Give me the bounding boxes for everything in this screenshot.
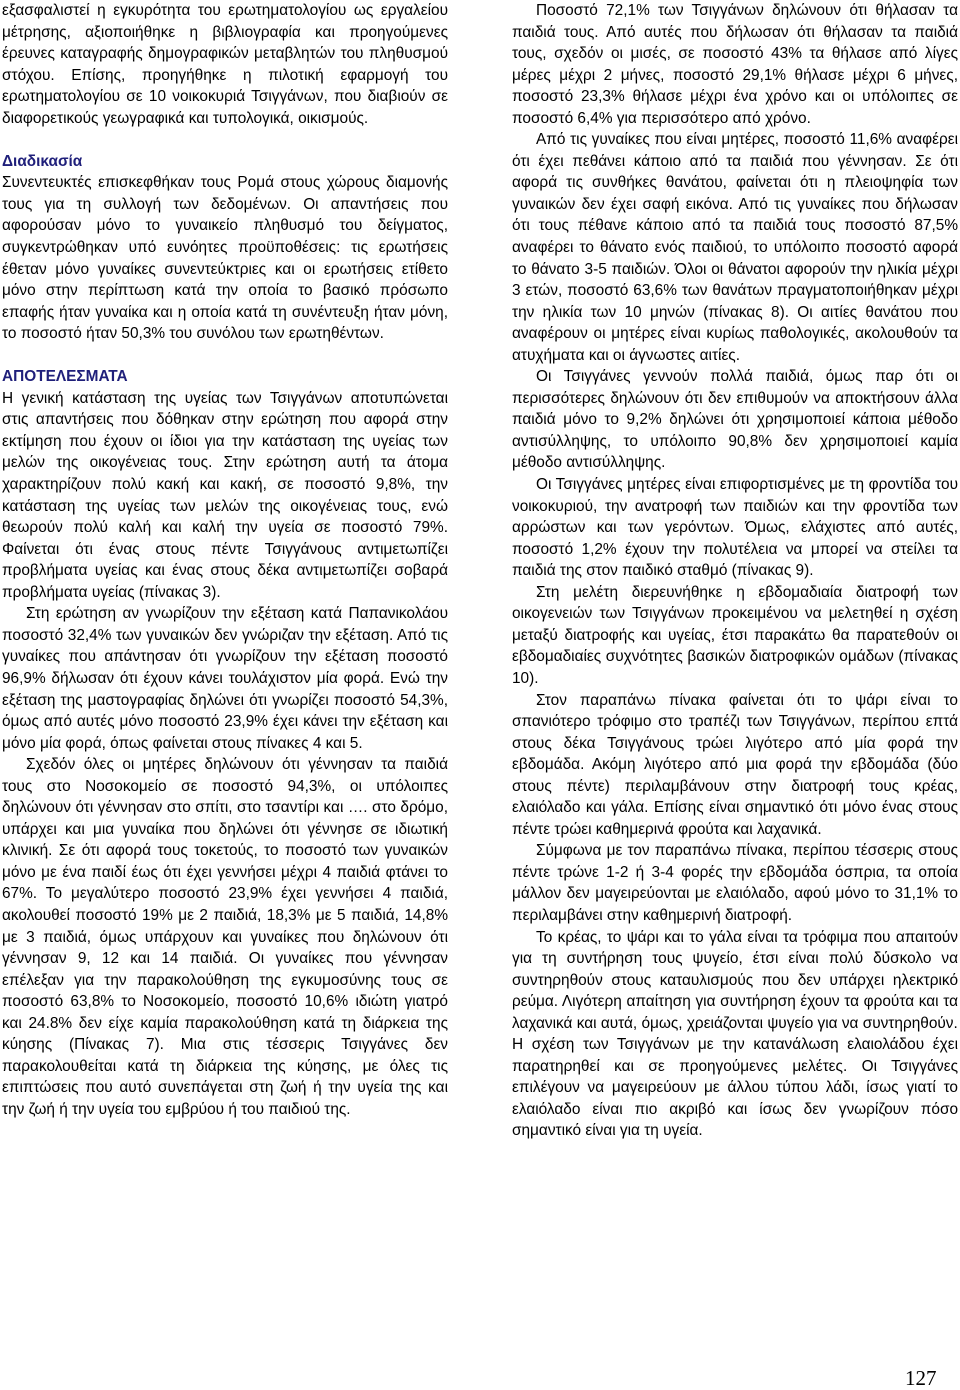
procedure-paragraph: Συνεντευκτές επισκεφθήκαν τους Ρομά στους χώρους διαμονής τους για τη συλλογή των δεδομένων. Οι απαντήσεις που αφορούσαν μόνο το γυναικείο πληθυσμό του δείγματος, συγκεντρώθηκαν υπό ευνόητες προϋποθέσεις: τις ερωτήσεις έθεταν μόνο γυναίκες συνεντεύκτριες και οι ερωτήσεις ετίθετο μόνο στην περίπτωση κατά την οποία το βασικό πρόσωπο επαφής ήταν γυναίκα και η οποία κατά τη συνέντευξη ήταν μόνη, το ποσοστό ήταν 50,3% του συνόλου των ερωτηθέντων.	[2, 174, 448, 343]
nutrition-fish-paragraph: Στον παραπάνω πίνακα φαίνεται ότι το ψάρι είναι το σπανιότερο τρόφιμο στο τραπέζι των Τσιγγάνων, περίπου επτά στους δέκα Τσιγγάνους τρώει λιγότερο από μία φορά την εβδομάδα. Ακόμη λιγότερο από μια φορά την εβδομάδα (δύο στους πέντε) περιλαμβάνουν στην διατροφή τους κρέας, ελαιόλαδο και γάλα. Επίσης είναι σημαντικό ότι μόνο ένας στους πέντε τρώει καθημερινά φρούτα και λαχανικά.	[512, 691, 958, 838]
results-heading: ΑΠΟΤΕΛΕΣΜΑΤΑ	[2, 368, 128, 386]
page-number: 127	[905, 1366, 937, 1390]
results-paragraph-2: Στη ερώτηση αν γνωρίζουν την εξέταση κατά Παπανικολάου ποσοστό 32,4% των γυναικών δεν γνώριζαν την εξέταση. Από τις γυναίκες που απάντησαν ότι γνωρίζουν την εξέταση ποσοστό 96,9% δήλωσαν ότι έχουν κάνει τουλάχιστον μία φορά. Ενώ την εξέταση της μαστογραφίας δηλώνει ότι γνωρίζει ποσοστό 54,3%, όμως από αυτές μόνο ποσοστό 23,9% έχει κάνει την εξέταση και μόνο μία φορά, όπως φαίνεται στους πίνακες 4 και 5.	[2, 605, 448, 752]
nutrition-intro-paragraph: Στη μελέτη διερευνήθηκε η εβδομαδιαία διατροφή των οικογενειών των Τσιγγάνων προκειμένου να μελετηθεί η σχέση μεταξύ διατροφής και υγείας, έτσι παρακάτω θα παρατεθούν οι εβδομαδιαίες συχνότητες βασικών διατροφικών ομάδων (πίνακας 10).	[512, 583, 958, 687]
childcare-paragraph: Οι Τσιγγάνες μητέρες είναι επιφορτισμένες με τη φροντίδα του νοικοκυριού, την ανατροφή των παιδιών και την φροντίδα των αρρώστων και των γερόντων. Όμως, ελάχιστες από αυτές, ποσοστό 1,2% έχουν την πολυτέλεια να μπορεί να στείλει τα παιδιά της στον παιδικό σταθμό (πίνακας 9).	[512, 476, 958, 580]
left-column	[2, 0, 448, 1120]
spacer	[2, 345, 448, 367]
results-paragraph-1: Η γενική κατάσταση της υγείας των Τσιγγάνων αποτυπώνεται στις απαντήσεις που δόθηκαν στην ερώτηση που αφορά στην εκτίμηση που έχουν οι ίδιοι για την κατάσταση της υγείας των μελών της οικογένειας τους. Στην ερώτηση αυτή τα άτομα χαρακτηρίζουν πολύ κακή και κακή, σε ποσοστό 9,8%, την κατάσταση της υγείας των μελών της οικογένειας τους, ενώ θεωρούν πολύ καλή και καλή την υγεία σε ποσοστό 79%. Φαίνεται ότι ένας στους πέντε Τσιγγάνους αντιμετωπίζει προβλήματα υγείας και ένας στους δέκα αντιμετωπίζει σοβαρά προβλήματα υγείας (πίνακας 3).	[2, 389, 448, 601]
results-paragraph-3: Σχεδόν όλες οι μητέρες δηλώνουν ότι γέννησαν τα παιδιά τους στο Νοσοκομείο σε ποσοστό 94,3%, οι υπόλοιπες δηλώνουν ότι γέννησαν στο σπίτι, στο τσαντίρι και …. στο δρόμο, υπάρχει και μια γυναίκα που δηλώνει ότι γέννησε σε ιδιωτική κλινική. Σε ότι αφορά τους τοκετούς, το ποσοστό των γυναικών μόνο με ένα παιδί έως ότι έχει γεννήσει μέχρι 4 παιδιά φτάνει το 67%. Το μεγαλύτερο ποσοστό 23,9% έχει γεννήσει 4 παιδιά, ακολουθεί ποσοστό 19% με 2 παιδιά, 18,3% με 5 παιδιά, 14,8% με 3 παιδιά, όμως υπάρχουν και γυναίκες που δηλώνουν ότι γέννησαν 9, 12 και 14 παιδιά. Οι γυναίκες που γέννησαν επέλεξαν για την παρακολούθηση της εγκυμοσύνης τους σε ποσοστό 63,8% το Νοσοκομείο, ποσοστό 10,6% ιδιώτη γιατρό και 24.8% δεν είχε καμία παρακολούθηση κατά τη διάρκεια της κύησης (Πίνακας 7). Μια στις τέσσερις Τσιγγάνες δεν παρακολουθείται κατά τη διάρκεια της κύησης, με όλες τις επιπτώσεις που αυτό συνεπάγεται στη ζωή ή την υγεία της και την ζωή ή την υγεία του εμβρύου ή του παιδιού της.	[2, 756, 448, 1118]
intro-paragraph: εξασφαλιστεί η εγκυρότητα του ερωτηματολογίου ως εργαλείου μέτρησης, αξιοποιήθηκε η βιβλιογραφία και προηγούμενες έρευνες καταγραφής δημογραφικών μεταβλητών του πληθυσμού στόχου. Επίσης, προηγήθηκε η πιλοτική εφαρμογή του ερωτηματολογίου σε 10 νοικοκυριά Τσιγγάνων, που διαβιούν σε διαφορετικούς γεωγραφικά και τυπολογικά, οικισμούς.	[2, 2, 448, 127]
procedure-heading: Διαδικασία	[2, 152, 83, 170]
breastfeeding-paragraph: Ποσοστό 72,1% των Τσιγγάνων δηλώνουν ότι θήλασαν τα παιδιά τους. Από αυτές που δήλωσαν ότι θήλασαν τα παιδιά τους, σχεδόν οι μισές, σε ποσοστό 43% τα θήλασε από λίγες μέρες μέχρι 2 μήνες, ποσοστό 29,1% θήλασε μέχρι 6 μήνες, ποσοστό 23,3% θήλασε μέχρι ένα χρόνο και οι υπόλοιπες σε ποσοστό 6,4% για περισσότερο από χρόνο.	[512, 2, 958, 127]
olive-oil-paragraph: Η σχέση των Τσιγγάνων με την κατανάλωση ελαιολάδου έχει παρατηρηθεί και σε προηγούμενες μελέτες. Οι Τσιγγάνες επιλέγουν να μαγειρεύουν με άλλου τύπου λάδι, ίσως γιατί το ελαιόλαδο είναι πιο ακριβό και ίσως δεν γνωρίζουν πόσο σημαντικό είναι για τη υγεία.	[512, 1036, 958, 1140]
child-mortality-paragraph: Από τις γυναίκες που είναι μητέρες, ποσοστό 11,6% αναφέρει ότι έχει πεθάνει κάποιο από τα παιδιά που γέννησαν. Σε ότι αφορά τις συνθήκες θανάτου, φαίνεται ότι η πλειοψηφία των γυναικών δεν έχει σαφή εικόνα. Από τις γυναίκες που δήλωσαν ότι τους πέθανε κάποιο από τα παιδιά τους ποσοστό 87,5% αναφέρει το θάνατο ενός παιδιού, το υπόλοιπο ποσοστό αφορά το θάνατο 3-5 παιδιών. Όλοι οι θάνατοι αφορούν την ηλικία μέχρι 3 ετών, ποσοστό 63,6% των θανάτων πραγματοποιήθηκαν μέχρι την ηλικία των 10 μηνών (πίνακας 8). Οι αιτίες θανάτου που αναφέρουν οι μητέρες είναι κυρίως παθολογικές, ακολουθούν τα ατυχήματα και οι άγνωστες αιτίες.	[512, 131, 958, 364]
right-column	[512, 0, 958, 1142]
spacer	[2, 129, 448, 151]
nutrition-legumes-paragraph: Σύμφωνα με τον παραπάνω πίνακα, περίπου τέσσερις στους πέντε τρώνε 1-2 ή 3-4 φορές την εβδομάδα όσπρια, τα οποία μάλλον δεν μαγειρεύονται με ελαιόλαδο, αφού μόνο το 31,1% το περιλαμβάνει στην καθημερινή διατροφή.	[512, 842, 958, 924]
contraception-paragraph: Οι Τσιγγάνες γεννούν πολλά παιδιά, όμως παρ ότι οι περισσότερες δηλώνουν ότι δεν επιθυμούν να αποκτήσουν άλλα παιδιά μόνο το 9,2% δηλώνει ότι χρησιμοποιεί κάποια μέθοδο αντισύλληψης, το υπόλοιπο 90,8% δεν χρησιμοποιεί καμία μέθοδο αντισύλληψης.	[512, 368, 958, 472]
nutrition-storage-paragraph: Το κρέας, το ψάρι και το γάλα είναι τα τρόφιμα που απαιτούν για τη συντήρηση τους ψυγείο, έτσι είναι πολύ δύσκολο να συντηρηθούν στους καταυλισμούς που δεν υπάρχει ηλεκτρικό ρεύμα. Λιγότερη απαίτηση για συντήρηση έχουν τα φρούτα και τα λαχανικά και αυτά, όμως, χρειάζονται ψυγείο για να συντηρηθούν.	[512, 928, 958, 1032]
